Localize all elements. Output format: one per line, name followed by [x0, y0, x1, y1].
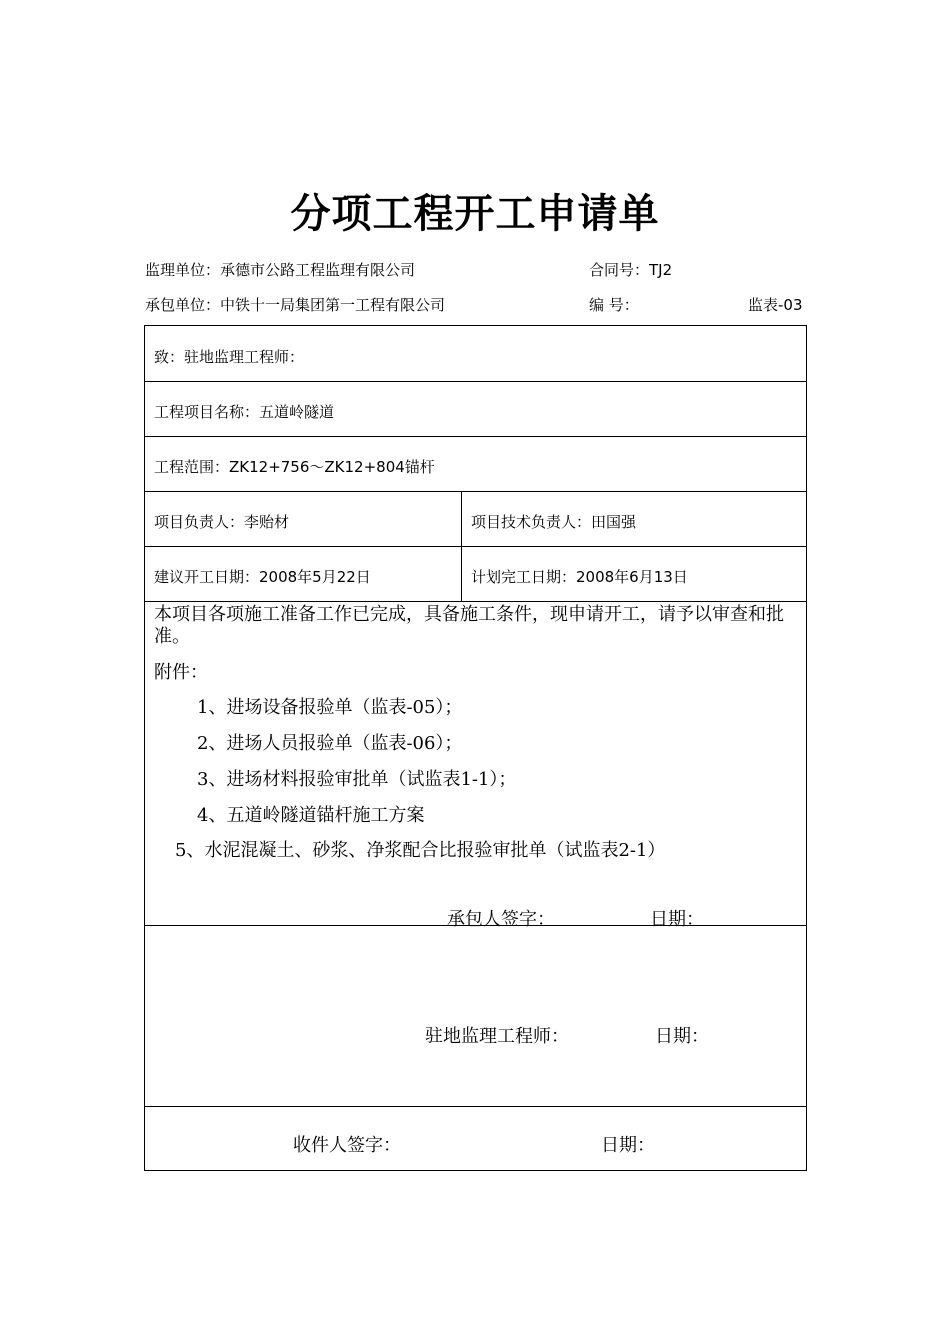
work-scope: 工程范围：ZK12+756～ZK12+804锚杆	[154, 458, 435, 476]
contractor-date-label: 日期：	[650, 909, 704, 930]
row-divider	[145, 601, 806, 602]
project-leader: 项目负责人：李贻材	[154, 513, 290, 531]
attachment-item: 1、进场设备报验单（监表-05）；	[197, 697, 463, 718]
row-divider	[145, 436, 806, 437]
supervisor-date-label: 日期：	[655, 1026, 709, 1047]
form-number: 监表-03	[748, 296, 803, 314]
attachment-item: 5、水泥混凝土、砂浆、净浆配合比报验审批单（试监表2-1）	[175, 840, 666, 861]
row-divider	[145, 491, 806, 492]
row-divider	[145, 546, 806, 547]
contract-number: 合同号：TJ2	[589, 261, 673, 279]
attachment-item: 3、进场材料报验审批单（试监表1-1）；	[197, 769, 517, 790]
contractor-unit: 承包单位：中铁十一局集团第一工程有限公司	[145, 296, 446, 314]
attachments-label: 附件：	[154, 662, 208, 683]
planned-finish-date: 计划完工日期：2008年6月13日	[471, 568, 688, 586]
number-label: 编 号：	[589, 296, 639, 314]
supervision-unit: 监理单位：承德市公路工程监理有限公司	[145, 261, 416, 279]
attachment-item: 4、五道岭隧道锚杆施工方案	[197, 805, 425, 826]
contractor-signature-label: 承包人签字：	[447, 909, 555, 930]
attachment-item: 2、进场人员报验单（监表-06）；	[197, 733, 463, 754]
application-form-table	[144, 325, 807, 1171]
project-name: 工程项目名称：五道岭隧道	[154, 403, 335, 421]
technical-leader: 项目技术负责人：田国强	[471, 513, 637, 531]
proposed-start-date: 建议开工日期：2008年5月22日	[154, 568, 371, 586]
application-statement: 本项目各项施工准备工作已完成，具备施工条件，现申请开工，请予以审查和批准。	[154, 604, 784, 647]
addressee: 致：驻地监理工程师：	[154, 348, 305, 366]
receiver-signature-label: 收件人签字：	[293, 1135, 401, 1156]
receiver-date-label: 日期：	[601, 1135, 655, 1156]
row-divider	[145, 381, 806, 382]
column-divider	[461, 491, 462, 601]
row-divider	[145, 1106, 806, 1107]
supervisor-signature-label: 驻地监理工程师：	[425, 1026, 569, 1047]
page-title: 分项工程开工申请单	[290, 191, 660, 237]
